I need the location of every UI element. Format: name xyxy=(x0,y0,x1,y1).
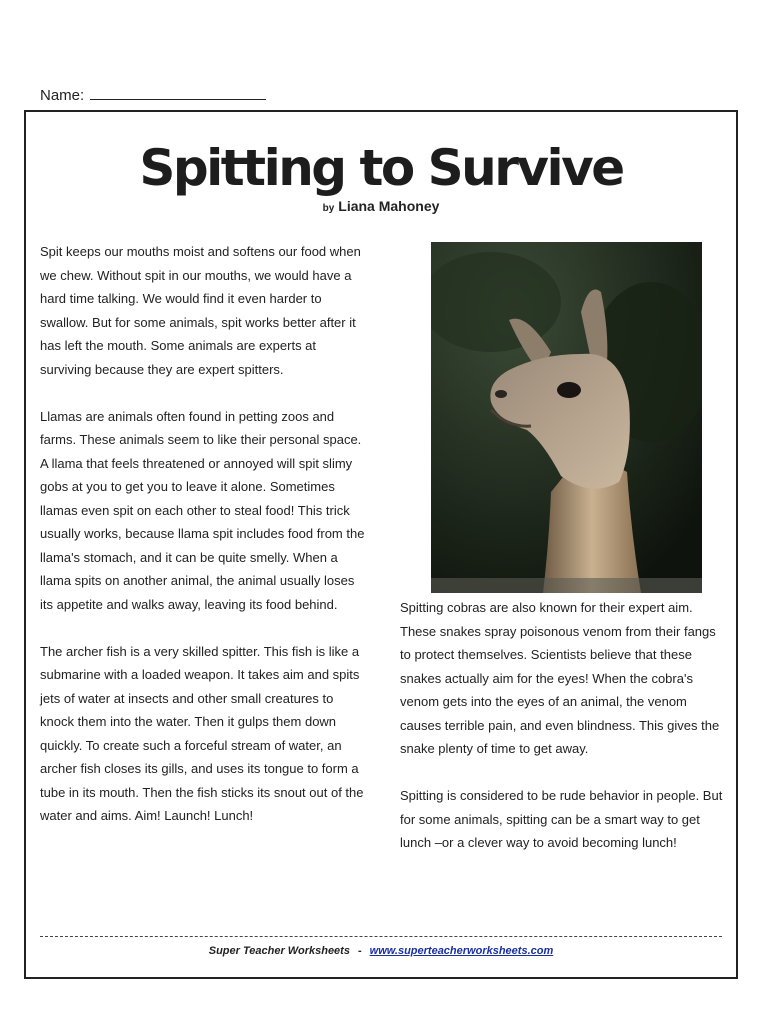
left-column xyxy=(40,240,370,851)
paragraph-llamas: Llamas are animals often found in petting zoos and farms. These animals seem to like their personal space. A llama that feels threatened or annoyed will spit slimy gobs at you to get you to leave it alone. Sometimes llamas even spit on each other to steal food! This trick usually works, because llama spit includes food from the llama's stomach, and it can be quite smelly. When a llama spits on another animal, the animal usually loses its appetite and walks away, leaving its food behind. xyxy=(40,408,365,612)
footer-separator: - xyxy=(357,945,362,957)
footer-website-link[interactable]: www.superteacherworksheets.com xyxy=(369,945,554,957)
paragraph-spit-intro: Spit keeps our mouths moist and softens our food when we chew. Without spit in our mouths, we would have a hard time talking. We would find it even harder to swallow. But for some animals, spit works better after it has left the mouth. Some animals are experts at surviving because they are expert spitters. xyxy=(40,244,361,377)
footer xyxy=(26,945,736,957)
worksheet-title: Spitting to Survive xyxy=(139,139,623,197)
footer-brand: Super Teacher Worksheets xyxy=(208,945,350,957)
worksheet-frame xyxy=(24,110,738,979)
llama-photo xyxy=(431,242,702,593)
paragraph-cobras: Spitting cobras are also known for their expert aim. These snakes spray poisonous venom from their fangs to protect themselves. Scientists believe that these snakes actually aim for the eyes! When the cobra's venom gets into the eyes of an animal, the venom causes terrible pain, and even blindness. This gives the snake plenty of time to get away. xyxy=(400,600,720,756)
name-label: Name: xyxy=(40,87,85,104)
paragraph-conclusion: Spitting is considered to be rude behavior in people. But for some animals, spitting can be a smart way to get lunch –or a clever way to avoid becoming lunch! xyxy=(400,788,723,850)
byline xyxy=(26,198,736,214)
paragraph-archer-fish: The archer fish is a very skilled spitter. This fish is like a submarine with a loaded weapon. It takes aim and spits jets of water at insects and other small creatures to knock them into the water. Then it gulps them down quickly. To create such a forceful stream of water, an archer fish closes its gills, and uses its tongue to form a tube in its mouth. Then the fish sticks its snout out of the water and aims. Aim! Launch! Lunch! xyxy=(40,643,364,823)
footer-divider xyxy=(40,936,722,937)
name-field xyxy=(40,85,266,104)
right-column xyxy=(400,596,730,878)
name-blank-line xyxy=(90,85,266,100)
byline-by: by xyxy=(322,203,335,214)
author-name: Liana Mahoney xyxy=(338,198,440,214)
